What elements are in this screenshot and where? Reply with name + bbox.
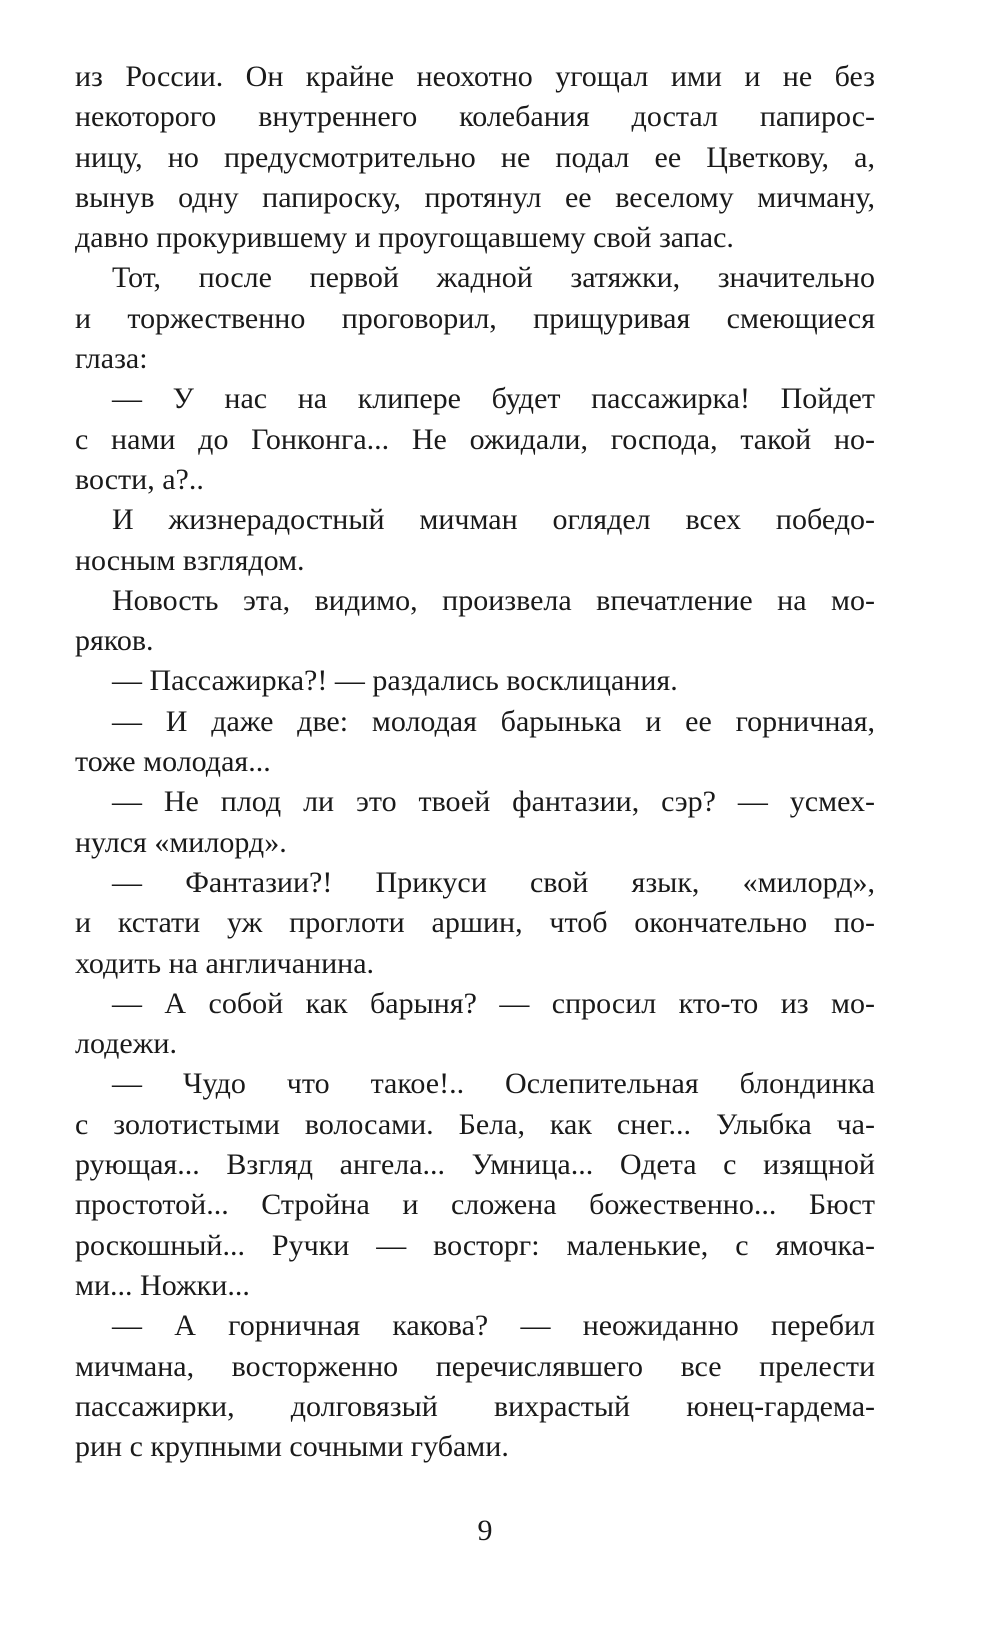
text-line: ми... Ножки... <box>75 1268 250 1302</box>
text-line: роскошный... Ручки — восторг: маленькие, с ямочка- <box>75 1228 875 1262</box>
paragraph <box>75 863 875 984</box>
text-line: и торжественно проговорил, прищуривая смеющиеся <box>75 301 875 335</box>
page-number: 9 <box>477 1514 493 1547</box>
paragraph <box>75 661 875 701</box>
text-line: и кстати уж проглоти аршин, чтоб окончательно по- <box>75 906 875 940</box>
paragraph <box>75 379 875 500</box>
text-line: с золотистыми волосами. Бела, как снег... Улыбка ча- <box>75 1107 875 1141</box>
text-line: вости, а?.. <box>75 462 204 496</box>
text-line: носным взглядом. <box>75 543 305 577</box>
text-line: простотой... Стройна и сложена божественно... Бюст <box>75 1188 875 1222</box>
text-line: вынув одну папироску, протянул ее веселому мичману, <box>75 180 875 214</box>
text-line: — И даже две: молодая барынька и ее горничная, <box>112 704 875 738</box>
text-line: из России. Он крайне неохотно угощал ими и не без <box>75 60 875 93</box>
text-line: тоже молодая... <box>75 745 271 779</box>
paragraph <box>75 581 875 662</box>
paragraph <box>75 500 875 581</box>
text-line: ницу, но предусмотрительно не подал ее Цветкову, а, <box>75 140 875 174</box>
text-line: — А собой как барыня? — спросил кто-то из мо- <box>112 986 875 1020</box>
text-line: ходить на англичанина. <box>75 946 375 980</box>
page-body-text <box>75 57 875 1467</box>
text-line: Тот, после первой жадной затяжки, значительно <box>112 261 875 295</box>
text-line: мичмана, восторженно перечислявшего все прелести <box>75 1349 875 1383</box>
text-line: нулся «милорд». <box>75 825 287 859</box>
text-line: лодежи. <box>75 1027 177 1061</box>
paragraph <box>75 57 875 258</box>
paragraph <box>75 702 875 783</box>
text-line: рующая... Взгляд ангела... Умница... Одета с изящной <box>75 1148 875 1182</box>
text-line: — А горничная какова? — неожиданно перебил <box>112 1309 875 1343</box>
text-line: глаза: <box>75 342 148 376</box>
text-line: — Чудо что такое!.. Ослепительная блондинка <box>112 1067 875 1101</box>
text-line: рин с крупными сочными губами. <box>75 1430 509 1464</box>
paragraph <box>75 258 875 379</box>
text-line: с нами до Гонконга... Не ожидали, господа, такой но- <box>75 422 875 456</box>
text-line: И жизнерадостный мичман оглядел всех победо- <box>112 503 875 537</box>
paragraph <box>75 1064 875 1306</box>
text-line: — У нас на клипере будет пассажирка! Пойдет <box>112 382 875 416</box>
text-line: некоторого внутреннего колебания достал папирос- <box>75 100 875 134</box>
text-line: давно прокурившему и проугощавшему свой запас. <box>75 221 734 255</box>
text-line: — Пассажирка?! — раздались восклицания. <box>112 664 678 698</box>
text-line: — Фантазии?! Прикуси свой язык, «милорд», <box>112 865 875 899</box>
text-line: Новость эта, видимо, произвела впечатление на мо- <box>112 583 875 617</box>
paragraph <box>75 782 875 863</box>
text-line: пассажирки, долговязый вихрастый юнец-гардема- <box>75 1389 875 1423</box>
text-line: — Не плод ли это твоей фантазии, сэр? — усмех- <box>112 785 875 819</box>
text-line: ряков. <box>75 624 154 658</box>
paragraph <box>75 984 875 1065</box>
paragraph <box>75 1306 875 1467</box>
